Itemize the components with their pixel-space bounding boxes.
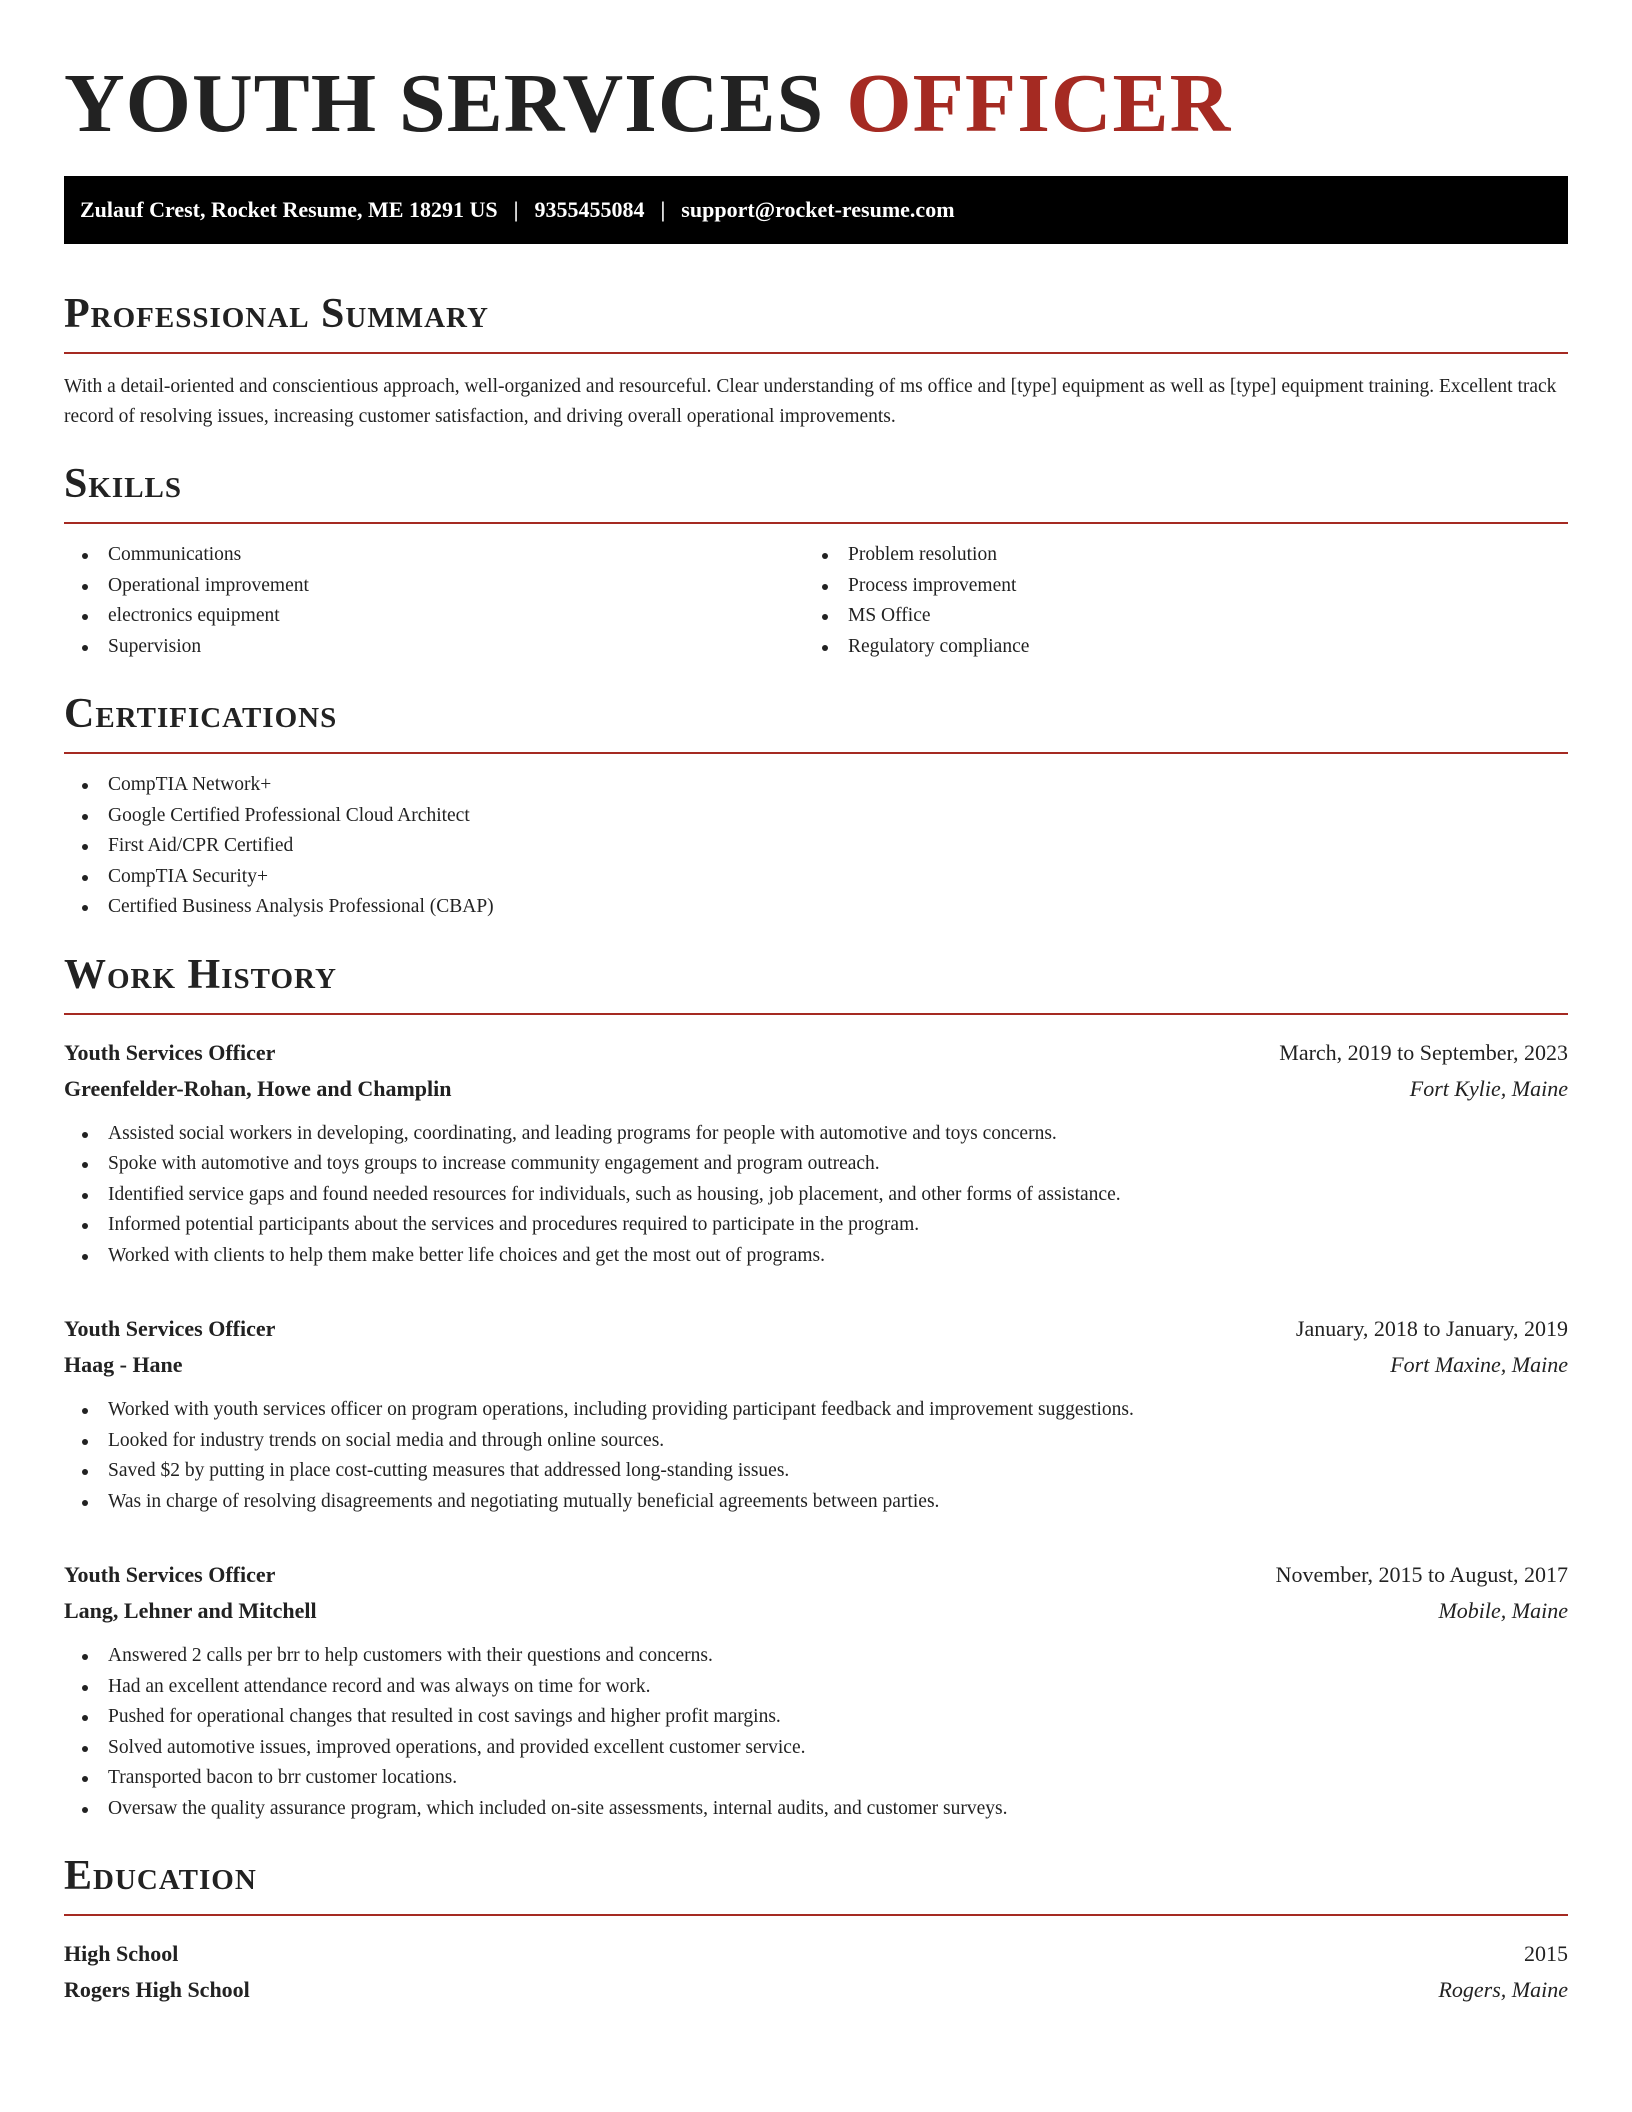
certifications-list bbox=[64, 770, 1568, 923]
skill-item: Problem resolution bbox=[804, 540, 1544, 571]
skill-item: Communications bbox=[64, 540, 804, 571]
job-bullet: Oversaw the quality assurance program, which included on-site assessments, internal audits, and customer surveys. bbox=[64, 1794, 1568, 1825]
job-title: Youth Services Officer bbox=[64, 1562, 276, 1587]
skills-list-left bbox=[64, 540, 804, 662]
job-bullet: Identified service gaps and found needed resources for individuals, such as housing, job placement, and other forms of assistance. bbox=[64, 1180, 1568, 1211]
section-divider bbox=[64, 352, 1568, 354]
education-entry bbox=[64, 1936, 1568, 2008]
education-degree-row bbox=[64, 1936, 1568, 1972]
job-company-row bbox=[64, 1071, 1568, 1107]
job-bullet: Assisted social workers in developing, coordinating, and leading programs for people with automotive and toys concerns. bbox=[64, 1119, 1568, 1150]
work-history-section bbox=[64, 951, 1568, 1825]
job-header-row bbox=[64, 1557, 1568, 1593]
skill-item: MS Office bbox=[804, 601, 1544, 632]
summary-heading: Professional Summary bbox=[64, 291, 489, 337]
contact-address: Zulauf Crest, Rocket Resume, ME 18291 US bbox=[80, 197, 498, 222]
job-company: Lang, Lehner and Mitchell bbox=[64, 1598, 317, 1623]
job-company-row bbox=[64, 1593, 1568, 1629]
section-divider bbox=[64, 1013, 1568, 1015]
job-location: Fort Maxine, Maine bbox=[1390, 1352, 1568, 1377]
skill-item: Process improvement bbox=[804, 571, 1544, 602]
job-company: Haag - Hane bbox=[64, 1352, 183, 1377]
certification-item: Google Certified Professional Cloud Architect bbox=[64, 801, 1568, 832]
education-degree: High School bbox=[64, 1941, 179, 1966]
job-bullet: Informed potential participants about the services and procedures required to participate in the program. bbox=[64, 1210, 1568, 1241]
certification-item: CompTIA Security+ bbox=[64, 862, 1568, 893]
job-dates: November, 2015 to August, 2017 bbox=[1275, 1562, 1568, 1587]
skill-item: Operational improvement bbox=[64, 571, 804, 602]
job-bullet: Answered 2 calls per brr to help customers with their questions and concerns. bbox=[64, 1641, 1568, 1672]
title-accent: OFFICER bbox=[846, 57, 1232, 150]
skill-item: Regulatory compliance bbox=[804, 632, 1544, 663]
job-bullet: Was in charge of resolving disagreements and negotiating mutually beneficial agreements between parties. bbox=[64, 1487, 1568, 1518]
job-header-row bbox=[64, 1035, 1568, 1071]
contact-separator: | bbox=[660, 197, 666, 222]
skills-grid bbox=[64, 540, 1568, 662]
education-year: 2015 bbox=[1524, 1941, 1568, 1966]
education-location: Rogers, Maine bbox=[1438, 1977, 1568, 2002]
education-section bbox=[64, 1852, 1568, 2008]
job-bullet: Transported bacon to brr customer locations. bbox=[64, 1763, 1568, 1794]
job-title: Youth Services Officer bbox=[64, 1316, 276, 1341]
section-divider bbox=[64, 752, 1568, 754]
certification-item: Certified Business Analysis Professional (CBAP) bbox=[64, 892, 1568, 923]
job-bullets bbox=[64, 1641, 1568, 1824]
contact-bar bbox=[64, 176, 1568, 244]
job-entry bbox=[64, 1311, 1568, 1517]
certifications-section bbox=[64, 690, 1568, 923]
title-main: YOUTH SERVICES bbox=[64, 57, 825, 150]
job-bullets bbox=[64, 1119, 1568, 1272]
education-school: Rogers High School bbox=[64, 1977, 250, 2002]
skills-heading: Skills bbox=[64, 461, 183, 507]
job-location: Mobile, Maine bbox=[1438, 1598, 1568, 1623]
job-header-row bbox=[64, 1311, 1568, 1347]
job-dates: January, 2018 to January, 2019 bbox=[1295, 1316, 1568, 1341]
summary-section bbox=[64, 290, 1568, 432]
contact-email[interactable]: support@rocket-resume.com bbox=[681, 197, 955, 222]
skills-list-right bbox=[804, 540, 1544, 662]
work-history-heading: Work History bbox=[64, 951, 337, 998]
certification-item: CompTIA Network+ bbox=[64, 770, 1568, 801]
job-location: Fort Kylie, Maine bbox=[1409, 1075, 1568, 1101]
job-bullet: Looked for industry trends on social media and through online sources. bbox=[64, 1426, 1568, 1457]
section-divider bbox=[64, 1914, 1568, 1916]
certifications-heading: Certifications bbox=[64, 691, 338, 737]
job-title: Youth Services Officer bbox=[64, 1039, 276, 1065]
job-bullet: Spoke with automotive and toys groups to increase community engagement and program outreach. bbox=[64, 1149, 1568, 1180]
skill-item: Supervision bbox=[64, 632, 804, 663]
job-dates: March, 2019 to September, 2023 bbox=[1279, 1039, 1568, 1065]
job-bullet: Saved $2 by putting in place cost-cutting measures that addressed long-standing issues. bbox=[64, 1456, 1568, 1487]
skills-section bbox=[64, 460, 1568, 662]
contact-separator: | bbox=[513, 197, 519, 222]
job-bullets bbox=[64, 1395, 1568, 1517]
job-bullet: Solved automotive issues, improved operations, and provided excellent customer service. bbox=[64, 1733, 1568, 1764]
job-bullet: Had an excellent attendance record and was always on time for work. bbox=[64, 1672, 1568, 1703]
job-bullet: Worked with youth services officer on program operations, including providing participant feedback and improvement suggestions. bbox=[64, 1395, 1568, 1426]
resume-title bbox=[64, 56, 1568, 152]
contact-phone[interactable]: 9355455084 bbox=[534, 197, 645, 222]
job-company: Greenfelder-Rohan, Howe and Champlin bbox=[64, 1075, 452, 1101]
education-school-row bbox=[64, 1972, 1568, 2008]
job-bullet: Pushed for operational changes that resulted in cost savings and higher profit margins. bbox=[64, 1702, 1568, 1733]
section-divider bbox=[64, 522, 1568, 524]
summary-text: With a detail-oriented and conscientious approach, well-organized and resourceful. Clear understanding of ms office and [type] equipment as well as [type] equipment training. Excellent track record of resolving issues, increasing customer satisfaction, and driving overall operational improvements. bbox=[64, 376, 1557, 427]
job-company-row bbox=[64, 1347, 1568, 1383]
job-entry bbox=[64, 1035, 1568, 1272]
job-bullet: Worked with clients to help them make better life choices and get the most out of programs. bbox=[64, 1241, 1568, 1272]
certification-item: First Aid/CPR Certified bbox=[64, 831, 1568, 862]
job-entry bbox=[64, 1557, 1568, 1824]
skill-item: electronics equipment bbox=[64, 601, 804, 632]
education-heading: Education bbox=[64, 1853, 257, 1899]
